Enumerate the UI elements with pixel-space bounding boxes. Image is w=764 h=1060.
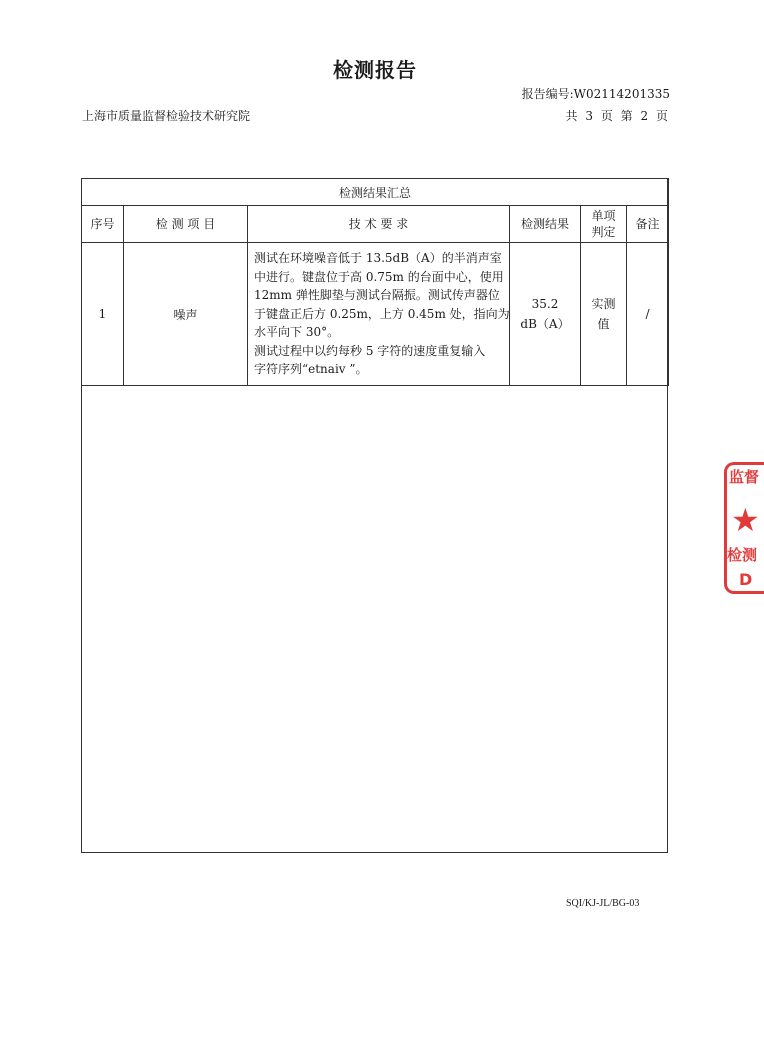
form-code: SQI/KJ-JL/BG-03 xyxy=(566,898,640,909)
page-current: 2 xyxy=(640,109,649,123)
col-header-result: 检测结果 xyxy=(510,206,581,243)
organization-name: 上海市质量监督检验技术研究院 xyxy=(82,109,251,123)
requirement-line: 于键盘正后方 0.25m，上方 0.45m 处，指向为 xyxy=(254,306,510,321)
col-header-item: 检 测 项 目 xyxy=(124,206,248,243)
official-seal xyxy=(724,462,764,594)
requirement-line: 测试过程中以约每秒 5 字符的速度重复输入 xyxy=(254,343,486,358)
requirement-line: 测试在环境噪音低于 13.5dB（A）的半消声室 xyxy=(254,251,502,266)
requirement-line: 字符序列“etnaiv ”。 xyxy=(254,362,368,377)
table-row xyxy=(82,243,669,386)
row-requirement xyxy=(248,243,510,386)
row-item: 噪声 xyxy=(124,243,248,386)
requirement-line: 水平向下 30°。 xyxy=(254,325,340,340)
seal-bottom-text: 检测 xyxy=(727,546,758,564)
col-header-remark: 备注 xyxy=(627,206,669,243)
seal-letter: D xyxy=(739,570,753,589)
seal-top-text: 监督 xyxy=(729,468,760,486)
col-header-index: 序号 xyxy=(82,206,124,243)
page-current-suffix: 页 xyxy=(655,109,668,123)
col-header-judgement: 单项 判定 xyxy=(581,206,627,243)
row-index: 1 xyxy=(82,243,124,386)
row-result xyxy=(510,243,581,386)
page-total: 3 xyxy=(585,109,593,123)
table-header-row xyxy=(82,206,669,243)
result-value: 35.2 xyxy=(531,297,559,311)
report-number xyxy=(522,85,670,102)
page-indicator xyxy=(564,107,670,124)
results-frame xyxy=(81,178,668,853)
result-unit: dB（A） xyxy=(520,317,570,331)
table-caption: 检测结果汇总 xyxy=(82,179,669,206)
page-total-prefix: 共 xyxy=(565,109,578,123)
report-number-label: 报告编号: xyxy=(521,87,574,101)
col-header-requirement: 技 术 要 求 xyxy=(248,206,510,243)
page-current-prefix: 第 xyxy=(620,109,633,123)
report-number-value: W02114201335 xyxy=(573,87,670,101)
page-word: 页 xyxy=(600,109,613,123)
results-table xyxy=(81,178,669,386)
row-remark: / xyxy=(627,243,669,386)
report-title: 检测报告 xyxy=(333,58,417,82)
row-judgement: 实测值 xyxy=(581,243,627,386)
requirement-line: 中进行。键盘位于高 0.75m 的台面中心，使用 xyxy=(254,269,504,284)
seal-star-icon: ★ xyxy=(731,501,760,539)
requirement-line: 12mm 弹性脚垫与测试台隔振。测试传声器位 xyxy=(254,288,500,303)
